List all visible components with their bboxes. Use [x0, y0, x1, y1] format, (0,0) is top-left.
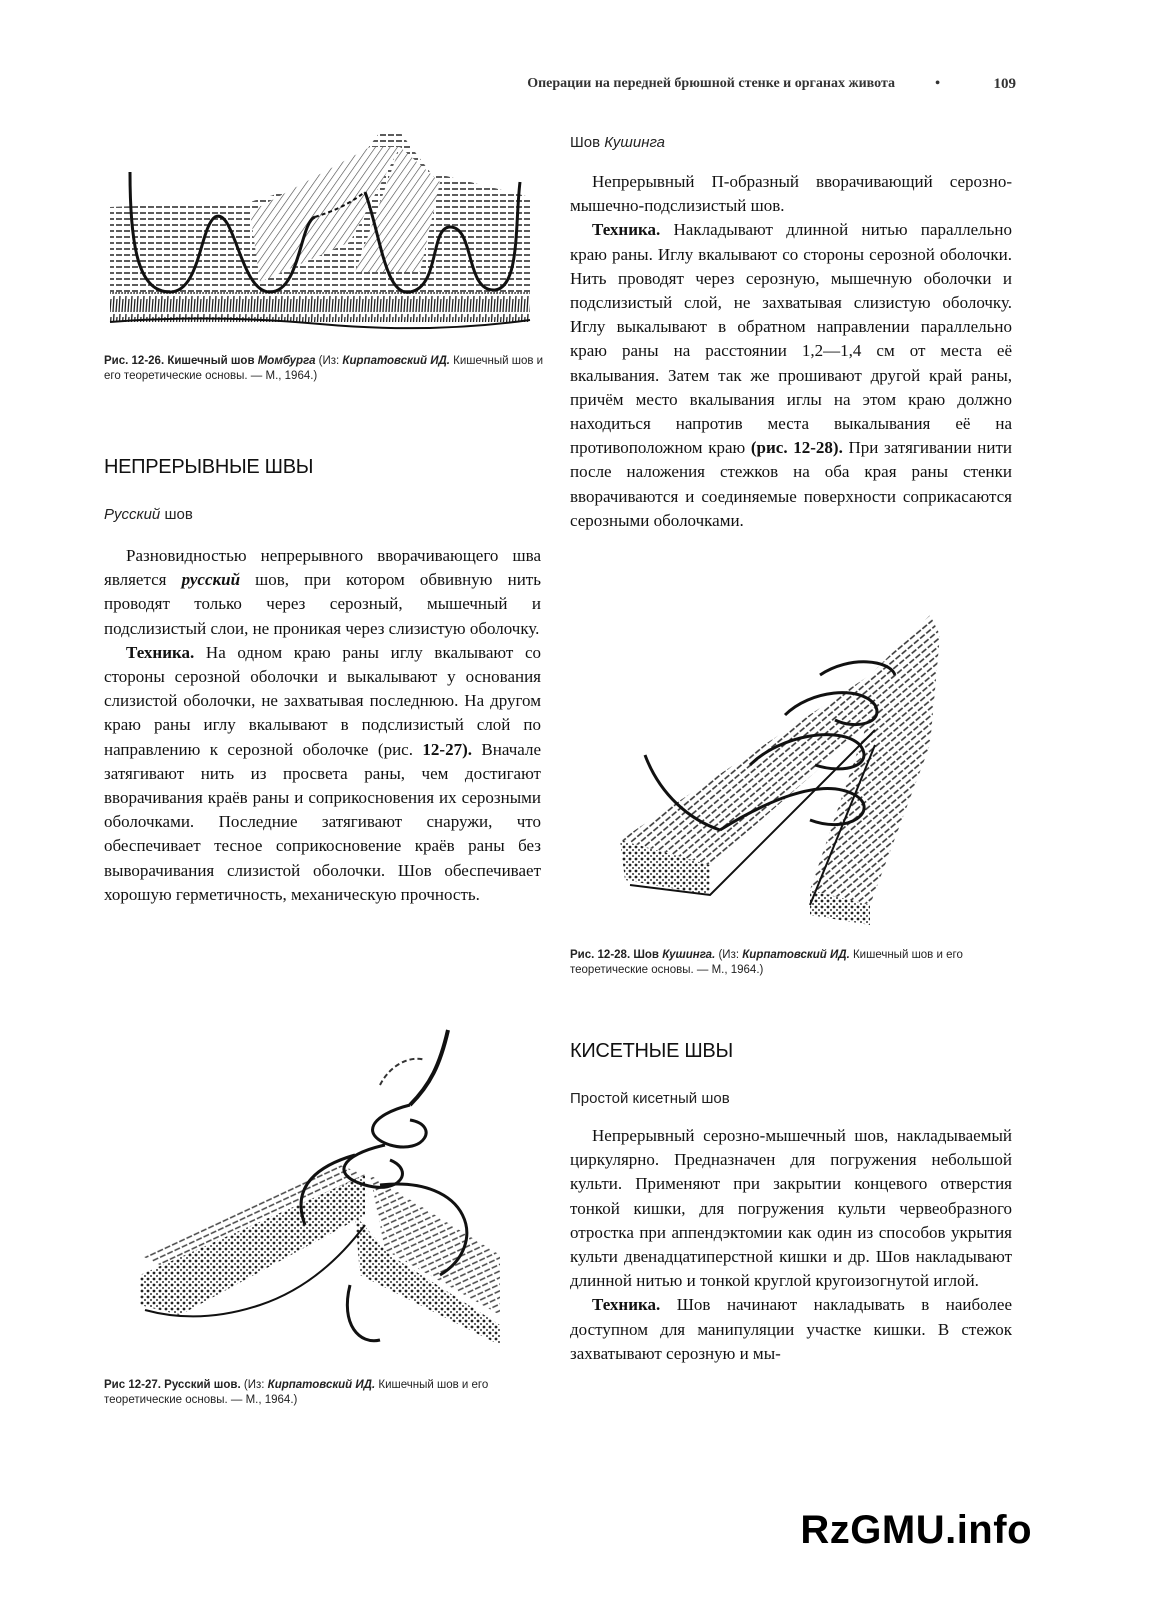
- right-column-body-bottom: [570, 1124, 1012, 1366]
- figure-title: Кишечный шов: [167, 355, 258, 367]
- left-column-body: [104, 544, 541, 907]
- figure-12-28-caption: [570, 948, 1015, 978]
- right-column-body-top: [570, 170, 1012, 533]
- figure-12-26-caption: [104, 354, 544, 384]
- sub-heading-name: Кушинга: [604, 134, 666, 151]
- running-head-title: Операции на передней брюшной стенке и органах живота: [527, 76, 895, 91]
- paragraph-russian-intro: Разновидностью непрерывного вворачивающего шва является русский шов, при котором обвивную нить проводят только через серозный, мышечный и подслизистый слои, не проникая через слизистую оболочку.: [104, 546, 541, 638]
- cushing-suture-illustration-icon: [610, 605, 1005, 940]
- figure-12-27: [140, 1025, 505, 1365]
- page-number: 109: [993, 76, 1016, 92]
- figure-label: Рис 12-27.: [104, 1379, 161, 1391]
- figure-12-26: [100, 132, 540, 337]
- figure-title: Русский шов.: [160, 1379, 241, 1391]
- source-author: Кирпатовский ИД.: [742, 949, 850, 961]
- source-author: Кирпатовский ИД.: [342, 355, 450, 367]
- section-heading-continuous: НЕПРЕРЫВНЫЕ ШВЫ: [104, 456, 314, 478]
- mombourg-suture-illustration-icon: [100, 132, 540, 337]
- figure-label: Рис. 12-28.: [570, 949, 631, 961]
- source-open: (Из:: [240, 1379, 268, 1391]
- figure-title: Шов: [630, 949, 663, 961]
- sub-heading-name: Русский: [104, 506, 161, 523]
- sub-heading-russian: [104, 506, 193, 523]
- watermark: RzGMU.info: [800, 1508, 1032, 1552]
- source-open: (Из:: [315, 355, 343, 367]
- paragraph-russian-technique: Техника. На одном краю раны иглу вкалывают со стороны серозной оболочки и выкалывают у основания слизистой оболочки, не захватывая последнюю. На другом краю раны иглу вкалывают в подслизистый слой по направлению к серозной оболочке (рис. 12-27). Вначале затягивают нить из просвета раны, чем достигают вворачивания краёв раны и соприкосновения их серозными оболочками. Последние затягивают снаружи, что обеспечивает тесное соприкосновение краёв раны без выворачивания слизистой оболочки. Шов обеспечивает хорошую герметичность, механическую прочность.: [104, 642, 541, 904]
- source-rest: Кишечный шов и его теоретические основы. — М., 1964.): [104, 1379, 489, 1406]
- figure-12-27-caption: [104, 1378, 544, 1408]
- paragraph-cushing-intro: Непрерывный П-образный вворачивающий серозно-мышечно-подслизистый шов.: [570, 172, 1012, 216]
- russian-suture-illustration-icon: [140, 1025, 505, 1365]
- running-head: [300, 76, 1020, 98]
- source-rest: Кишечный шов и его теоретические основы. — М., 1964.): [570, 949, 963, 976]
- section-heading-purse-string: КИСЕТНЫЕ ШВЫ: [570, 1040, 733, 1062]
- running-head-dot: •: [935, 76, 940, 91]
- figure-label: Рис. 12-26.: [104, 355, 165, 367]
- source-author: Кирпатовский ИД.: [267, 1379, 376, 1391]
- figure-title-name: Кушинга.: [662, 949, 716, 961]
- paragraph-purse-string-technique: Техника. Шов начинают накладывать в наиболее доступном для манипуляции участке кишки. В стежок захватывают серозную и мы-: [570, 1295, 1012, 1363]
- sub-heading-rest: шов: [160, 506, 193, 523]
- figure-12-28: [610, 605, 1005, 940]
- source-open: (Из:: [715, 949, 743, 961]
- sub-heading-prefix: Шов: [570, 134, 605, 151]
- sub-heading-cushing: [570, 134, 665, 151]
- figure-title-name: Момбурга: [257, 355, 316, 367]
- paragraph-purse-string-intro: Непрерывный серозно-мышечный шов, накладываемый циркулярно. Предназначен для погружения небольшой культи. Применяют при закрытии концевого отверстия тонкой кишки, для погружения культи червеобразного отростка при аппендэктомии как один из способов укрытия культи двенадцатиперстной кишки и др. Шов накладывают длинной нитью и тонкой круглой кругоизогнутой иглой.: [570, 1126, 1012, 1291]
- sub-heading-simple-purse-string: Простой кисетный шов: [570, 1090, 730, 1107]
- source-rest: Кишечный шов и его теоретические основы. — М., 1964.): [104, 355, 544, 382]
- paragraph-cushing-technique: Техника. Накладывают длинной нитью параллельно краю раны. Иглу вкалывают со стороны серозной оболочки. Нить проводят через серозную, мышечную оболочки и подслизистый слой, не захватывая слизистую оболочку. Иглу выкалывают в обратном направлении параллельно краю раны на расстоянии 1,2—1,4 см от места её вкалывания. Затем так же прошивают другой край раны, причём место вкалывания иглы на этом краю должно находиться напротив места выкалывания её на противоположном краю (рис. 12-28). При затягивании нити после наложения стежков на оба края раны стенки вворачиваются и соединяемые поверхности соприкасаются серозными оболочками.: [570, 220, 1012, 530]
